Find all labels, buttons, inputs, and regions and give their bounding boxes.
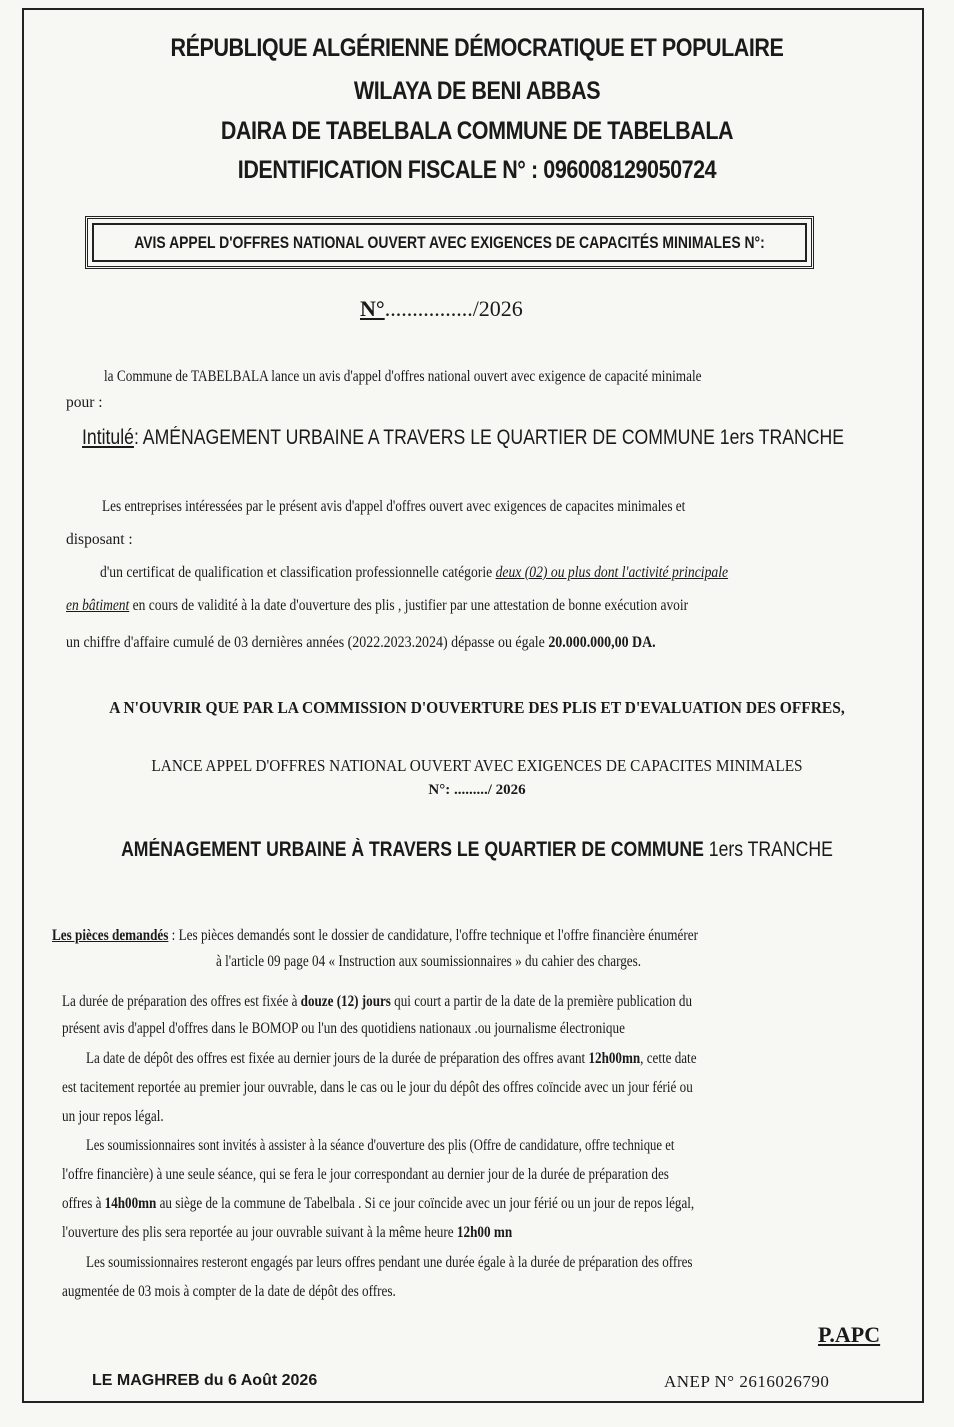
- depot-text-c: , cette date: [640, 1050, 697, 1067]
- eligibility-line-1: Les entreprises intéressées par le présent avis d'appel d'offres ouvert avec exigences de capacites minimales et: [102, 498, 686, 515]
- seance-line-4: [62, 1218, 512, 1248]
- header-republic: RÉPUBLIQUE ALGÉRIENNE DÉMOCRATIQUE ET POPULAIRE: [170, 34, 784, 62]
- depot-text-a: La date de dépôt des offres est fixée au dernier jours de la durée de préparation des offres avant: [86, 1050, 589, 1067]
- engagement-line-2: augmentée de 03 mois à compter de la date de dépôt des offres.: [62, 1283, 396, 1300]
- duree-text-a: La durée de préparation des offres est fixée à: [62, 993, 301, 1010]
- depot-line-2: est tacitement reportée au premier jour ouvrable, dans le cas ou le jour du dépôt des offres coïncide avec un jour férié ou: [62, 1079, 693, 1096]
- number-value: ................/2026: [384, 296, 523, 321]
- eligibility-line-4: [66, 591, 688, 621]
- eligibility-line-3: [100, 558, 728, 588]
- eligibility-category: deux (02) ou plus dont l'activité principale: [495, 564, 729, 581]
- duree-text-c: qui court a partir de la date de la première publication du: [390, 993, 693, 1010]
- project-title: [76, 838, 877, 862]
- seance-line-2: l'offre financière) à une seule séance, qui se fera le jour correspondant au dernier jour de la durée de préparation des: [62, 1166, 669, 1183]
- intro-line-1: la Commune de TABELBALA lance un avis d'appel d'offres national ouvert avec exigence de capacité minimale: [104, 368, 702, 385]
- seance-text-c: au siège de la commune de Tabelbala . Si ce jour coïncide avec un jour férié ou un jour de repos légal,: [156, 1195, 695, 1212]
- number-label: N°: [360, 296, 385, 321]
- depot-line-3: un jour repos légal.: [62, 1108, 164, 1125]
- eligibility-line-3-text: d'un certificat de qualification et classification professionnelle catégorie: [100, 564, 496, 581]
- eligibility-line-2: disposant :: [66, 531, 133, 548]
- duree-days: douze (12) jours: [300, 993, 391, 1010]
- eligibility-line-5: [66, 628, 656, 658]
- footer-anep: ANEP N° 2616026790: [664, 1372, 830, 1391]
- pieces-text: : Les pièces demandés sont le dossier de candidature, l'offre technique et l'offre financière énumérer: [168, 927, 698, 944]
- eligibility-activity: en bâtiment: [66, 597, 130, 614]
- notice-appel: LANCE APPEL D'OFFRES NATIONAL OUVERT AVEC EXIGENCES DE CAPACITES MINIMALES: [151, 756, 803, 775]
- pieces-label: Les pièces demandés: [52, 927, 169, 944]
- notice-title: AVIS APPEL D'OFFRES NATIONAL OUVERT AVEC EXIGENCES DE CAPACITÉS MINIMALES N°:: [134, 232, 765, 252]
- duree-line-2: présent avis d'appel d'offres dans le BOMOP ou l'un des quotidiens nationaux .ou journalisme électronique: [62, 1020, 625, 1037]
- seance-time: 14h00mn: [104, 1195, 157, 1212]
- depot-line-1: [86, 1044, 697, 1074]
- intro-line-2: pour :: [66, 394, 103, 411]
- notice-number: [360, 296, 523, 322]
- notice-title-box: [85, 216, 814, 269]
- intitule-value: : AMÉNAGEMENT URBAINE A TRAVERS LE QUARTIER DE COMMUNE 1ers TRANCHE: [133, 426, 844, 449]
- notice-appel-number: N°: ........./ 2026: [428, 782, 526, 798]
- header-daira: DAIRA DE TABELBALA COMMUNE DE TABELBALA: [220, 117, 734, 145]
- depot-time: 12h00mn: [588, 1050, 641, 1067]
- engagement-line-1: Les soumissionnaires resteront engagés par leurs offres pendant une durée égale à la durée de préparation des offres: [86, 1254, 693, 1271]
- project-title-main: AMÉNAGEMENT URBAINE À TRAVERS LE QUARTIER DE COMMUNE: [121, 838, 704, 861]
- intitule-label: Intitulé: [82, 426, 134, 449]
- signature: P.APC: [818, 1322, 881, 1347]
- notice-commission: A N'OUVRIR QUE PAR LA COMMISSION D'OUVERTURE DES PLIS ET D'EVALUATION DES OFFRES,: [109, 698, 845, 717]
- seance-time-2: 12h00 mn: [456, 1224, 513, 1241]
- seance-line-1: Les soumissionnaires sont invités à assister à la séance d'ouverture des plis (Offre de candidature, offre technique et: [86, 1137, 675, 1154]
- header-wilaya: WILAYA DE BENI ABBAS: [353, 77, 601, 105]
- project-title-suffix: 1ers TRANCHE: [703, 838, 833, 861]
- pieces-line-2: à l'article 09 page 04 « Instruction aux soumissionnaires » du cahier des charges.: [216, 953, 642, 970]
- duree-line-1: [62, 987, 692, 1017]
- intitule: [82, 426, 844, 450]
- eligibility-line-4-text: en cours de validité à la date d'ouverture des plis , justifier par une attestation de bonne exécution avoir: [129, 597, 689, 614]
- footer-publication: LE MAGHREB du 6 Août 2026: [92, 1372, 318, 1389]
- seance-text-d: l'ouverture des plis sera reportée au jour ouvrable suivant à la même heure: [62, 1224, 457, 1241]
- seance-line-3: [62, 1189, 694, 1219]
- seance-text-a: offres à: [62, 1195, 105, 1212]
- eligibility-line-5-text: un chiffre d'affaire cumulé de 03 dernières années (2022.2023.2024) dépasse ou égale: [66, 634, 549, 651]
- header-fiscal-id: IDENTIFICATION FISCALE N° : 096008129050724: [237, 156, 717, 184]
- eligibility-amount: 20.000.000,00 DA.: [548, 634, 656, 651]
